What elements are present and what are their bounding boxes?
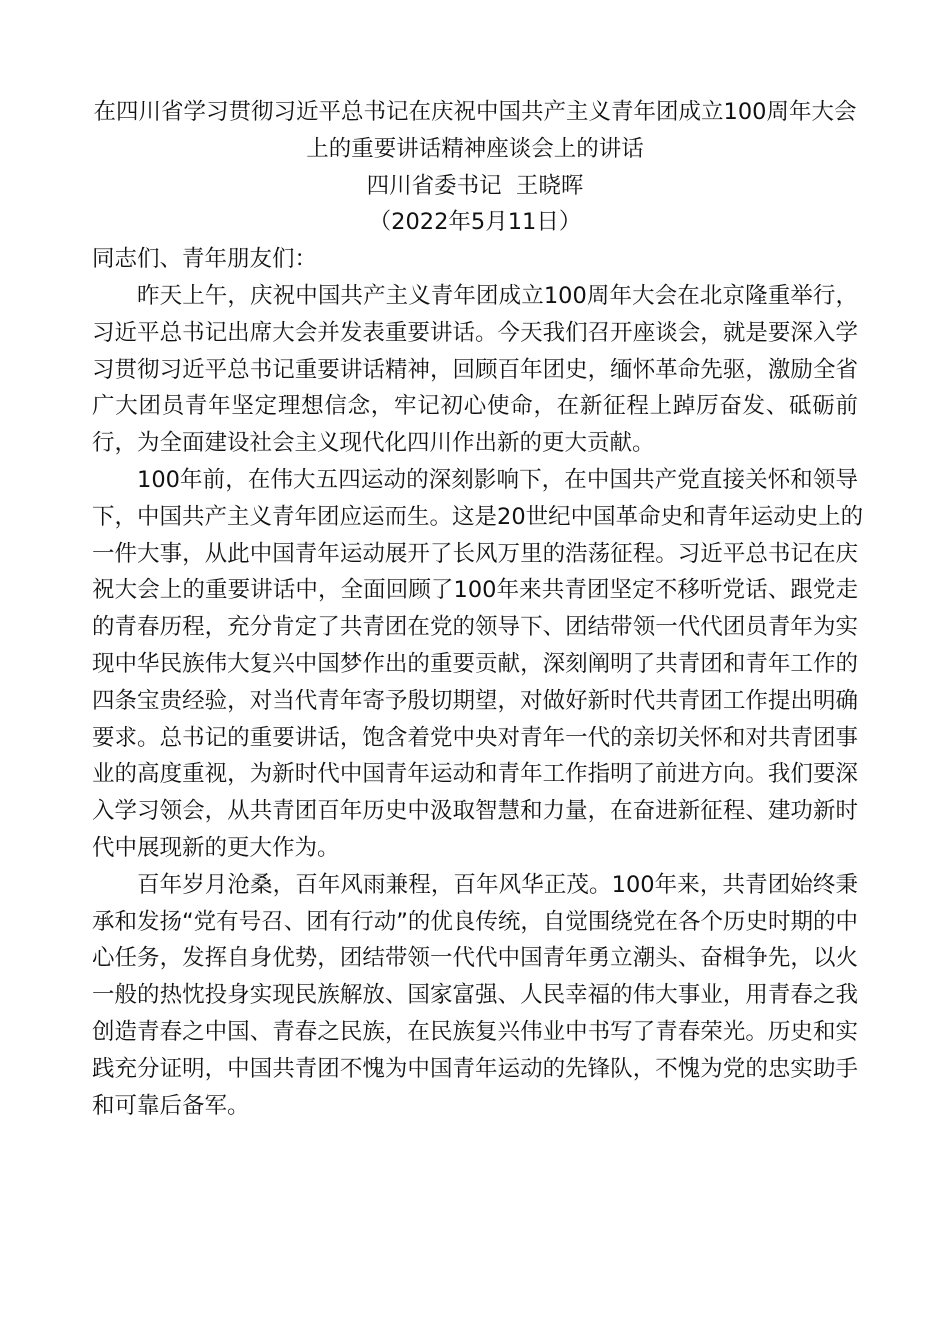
greeting: 同志们、青年朋友们： (92, 246, 318, 273)
paragraph-line: 四条宝贵经验，对当代青年寄予殷切期望，对做好新时代共青团工作提出明确 (92, 687, 858, 714)
paragraph-line: 和可靠后备军。 (92, 1092, 250, 1119)
document-page (92, 94, 864, 1124)
title-line: 在四川省学习贯彻习近平总书记在庆祝中国共产主义青年团成立100周年大会 (93, 99, 857, 125)
paragraph-line: 习近平总书记出席大会并发表重要讲话。今天我们召开座谈会，就是要深入学 (92, 319, 858, 346)
paragraph-line: 现中华民族伟大复兴中国梦作出的重要贡献，深刻阐明了共青团和青年工作的 (92, 650, 858, 677)
paragraph-line: 下，中国共产主义青年团应运而生。这是20世纪中国革命史和青年运动史上的 (92, 503, 864, 530)
paragraph-line: 一般的热忱投身实现民族解放、国家富强、人民幸福的伟大事业，用青春之我 (92, 982, 858, 1009)
paragraph (92, 278, 858, 462)
paragraph (92, 867, 858, 1125)
paragraph-line: 代中展现新的更大作为。 (92, 834, 340, 861)
paragraph-line: 心任务，发挥自身优势，团结带领一代代中国青年勇立潮头、奋楫争先，以火 (92, 945, 858, 972)
paragraph-line: 的青春历程，充分肯定了共青团在党的领导下、团结带领一代代团员青年为实 (92, 614, 858, 641)
title-line: 上的重要讲话精神座谈会上的讲话 (306, 135, 644, 162)
date-line: （2022年5月11日） (368, 209, 582, 236)
body-text (92, 278, 864, 1124)
paragraph-line: 100年前，在伟大五四运动的深刻影响下，在中国共产党直接关怀和领导 (137, 466, 858, 493)
paragraph (92, 462, 864, 867)
paragraph-line: 入学习领会，从共青团百年历史中汲取智慧和力量，在奋进新征程、建功新时 (92, 798, 858, 825)
paragraph-line: 践充分证明，中国共青团不愧为中国青年运动的先锋队，不愧为党的忠实助手 (92, 1055, 858, 1082)
paragraph-line: 习贯彻习近平总书记重要讲话精神，回顾百年团史，缅怀革命先驱，激励全省 (92, 356, 858, 383)
paragraph-line: 要求。总书记的重要讲话，饱含着党中央对青年一代的亲切关怀和对共青团事 (92, 724, 858, 751)
paragraph-line: 祝大会上的重要讲话中，全面回顾了100年来共青团坚定不移听党话、跟党走 (92, 577, 858, 604)
paragraph-line: 创造青春之中国、青春之民族，在民族复兴伟业中书写了青春荣光。历史和实 (92, 1018, 858, 1045)
paragraph-line: 一件大事，从此中国青年运动展开了长风万里的浩荡征程。习近平总书记在庆 (92, 540, 858, 567)
paragraph-line: 百年岁月沧桑，百年风雨兼程，百年风华正茂。100年来，共青团始终秉 (137, 871, 858, 898)
author-line: 四川省委书记 王晓晖 (366, 172, 584, 199)
paragraph-line: 承和发扬“党有号召、团有行动”的优良传统，自觉围绕党在各个历史时期的中 (92, 908, 858, 935)
paragraph-line: 昨天上午，庆祝中国共产主义青年团成立100周年大会在北京隆重举行， (137, 282, 858, 309)
paragraph-line: 行，为全面建设社会主义现代化四川作出新的更大贡献。 (92, 430, 655, 457)
paragraph-line: 广大团员青年坚定理想信念，牢记初心使命，在新征程上踔厉奋发、砥砺前 (92, 393, 858, 420)
paragraph-line: 业的高度重视，为新时代中国青年运动和青年工作指明了前进方向。我们要深 (92, 761, 858, 788)
